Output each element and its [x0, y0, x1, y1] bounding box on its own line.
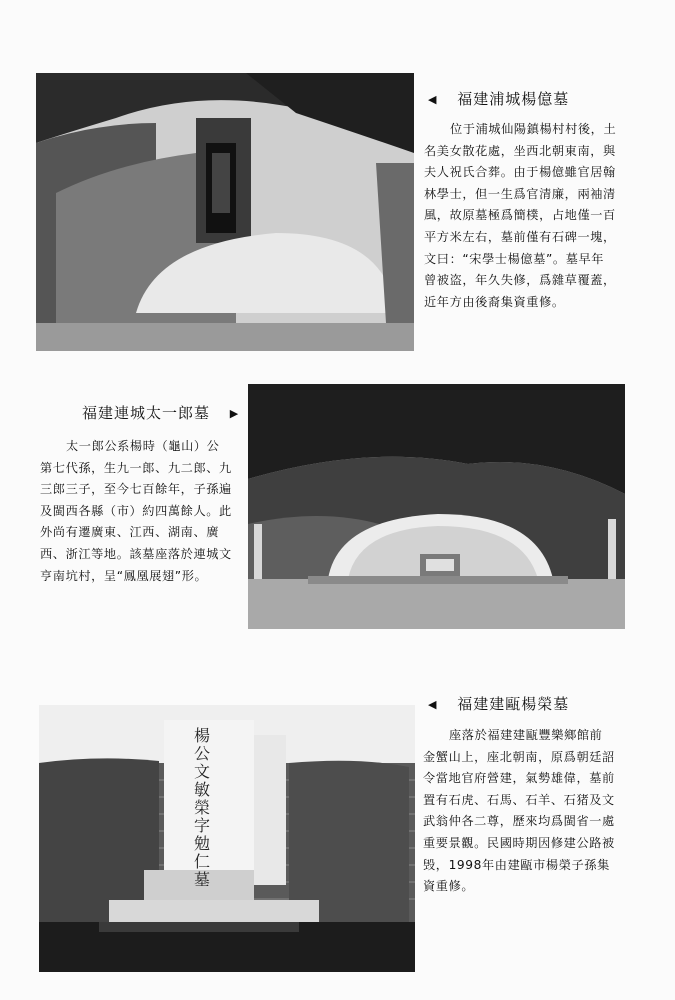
text-line: 夫人祝氏合葬。由于楊億雖官居翰	[424, 165, 616, 180]
text-line: 文曰：“宋學士楊億墓”。墓早年	[424, 251, 605, 266]
caption-text: 福建連城太一郎墓	[82, 404, 211, 422]
caret-left-icon: ◀	[428, 698, 438, 711]
caret-right-icon: ▶	[229, 407, 240, 420]
text-line: 近年方由後裔集資重修。	[424, 294, 565, 309]
description-yang-yi-tomb	[424, 119, 616, 313]
text-line: 置有石虎、石馬、石羊、石猪及文	[423, 792, 615, 807]
text-line: 風，故原墓極爲簡樸，占地僅一百	[424, 208, 616, 223]
text-line: 名美女散花處，坐西北朝東南，與	[424, 143, 616, 158]
text-line: 亨南坑村，呈“鳳凰展翅”形。	[40, 568, 208, 583]
text-line: 重要景觀。民國時期因修建公路被	[423, 835, 615, 850]
caption-yang-yi-tomb	[428, 88, 569, 109]
text-line: 林學士，但一生爲官清廉，兩袖清	[424, 186, 616, 201]
caption-text: 福建浦城楊億墓	[457, 90, 570, 108]
text-line: 座落於福建建甌豐樂鄉館前	[449, 728, 603, 742]
text-line: 曾被盗，年久失修，爲雜草覆蓋，	[424, 273, 616, 288]
caption-text: 福建建甌楊榮墓	[457, 695, 570, 713]
text-line: 毁，1998年由建甌市楊榮子孫集	[423, 857, 610, 872]
caption-tai-yi-lang-tomb	[82, 402, 239, 423]
description-yang-rong-tomb	[423, 725, 615, 898]
text-line: 金蟹山上，座北朝南，原爲朝廷詔	[423, 749, 615, 764]
description-tai-yi-lang-tomb	[40, 436, 232, 587]
stele-inscription: 楊公文敏榮字勉仁墓	[193, 726, 210, 889]
photo-yang-yi-tomb	[36, 73, 414, 351]
text-line: 平方米左右，墓前僅有石碑一塊，	[424, 229, 616, 244]
text-line: 太一郎公系楊時（龜山）公	[66, 439, 220, 453]
text-line: 三郎三子，至今七百餘年，子孫遍	[40, 482, 232, 497]
text-line: 令當地官府營建，氣勢雄偉，墓前	[423, 771, 615, 786]
text-line: 資重修。	[423, 879, 475, 894]
text-line: 第七代孫，生九一郎、九二郎、九	[40, 460, 232, 475]
photo-tai-yi-lang-tomb	[248, 384, 625, 629]
text-line: 及閩西各縣（市）約四萬餘人。此	[40, 503, 232, 518]
caption-yang-rong-tomb	[428, 693, 569, 714]
text-line: 外尚有遷廣東、江西、湖南、廣	[40, 525, 220, 540]
caret-left-icon: ◀	[428, 93, 438, 106]
text-line: 位于浦城仙陽鎮楊村村後，土	[450, 122, 617, 136]
text-line: 西、浙江等地。該墓座落於連城文	[40, 546, 232, 561]
photo-yang-rong-tomb	[39, 705, 415, 972]
text-line: 武翁仲各二尊，歷來均爲閩省一處	[423, 814, 615, 829]
